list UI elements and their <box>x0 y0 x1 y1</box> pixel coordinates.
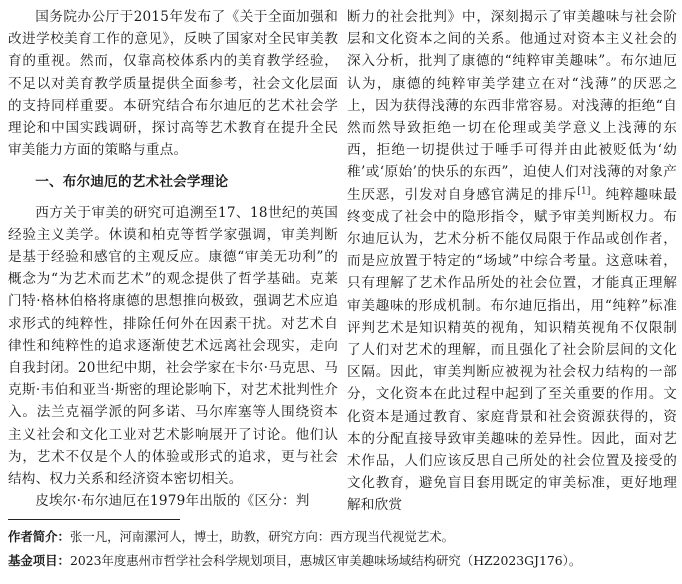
right-column <box>347 6 677 517</box>
citation-marker: [1] <box>577 186 591 197</box>
body-paragraph-2-start: 皮埃尔·布尔迪厄在1979年出版的《区分：判 <box>35 493 310 510</box>
intro-paragraph: 国务院办公厅于2015年发布了《关于全面加强和改进学校美育工作的意见》，反映了国家对全民审美教育的重视。然而，仅靠高校体系内的美育教学经验，不足以对美育教学质量提供全面参考，社会文化层面的支持同样重要。本研究结合布尔迪厄的艺术社会学理论和中国实践调研，探讨高等艺术教育在提升全民审美能力方面的策略与重点。 <box>8 9 338 159</box>
fund-label: 基金项目： <box>8 553 70 568</box>
fund-text: 2023年度惠州市哲学社会科学规划项目，惠城区审美趣味场域结构研究（HZ2023GJ176）。 <box>69 553 582 568</box>
left-column <box>8 6 338 512</box>
body-paragraph-1: 西方关于审美的研究可追溯至17、18世纪的英国经验主义美学。休谟和柏克等哲学家强调，审美判断是基于经验和感官的主观反应。康德“审美无功利”的概念为“为艺术而艺术”的观念提供了哲学基础。克莱门特·格林伯格将康德的思想推向极致，强调艺术应追求形式的纯粹性，排除任何外在因素干扰。对艺术自律性和纯粹性的追求逐渐使艺术远离社会现实，走向自我封闭。20世纪中期，社会学家在卡尔·马克思、马克斯·韦伯和亚当·斯密的理论影响下，对艺术批判性介入。法兰克福学派的阿多诺、马尔库塞等人围绕资本主义社会和文化工业对艺术影响展开了讨论。他们认为，艺术不仅是个人的体验或形式的追求，更与社会结构、权力关系和经济资本密切相关。 <box>8 204 338 488</box>
author-text: 张一凡，河南漯河人，博士，助教，研究方向：西方现当代视觉艺术。 <box>69 529 455 544</box>
paragraph-2-text-b: 。纯粹趣味最终变成了社会中的隐形指令，赋予审美判断权力。布尔迪厄认为，艺术分析不能仅局限于作品或创作者，而是应放置于特定的“场域”中综合考量。这意味着，只有理解了艺术作品所处的社会位置，才能真正理解审美趣味的形成机制。布尔迪厄指出，用“纯粹”标准评判艺术是知识精英的视角，知识精英视角不仅限制了人们对艺术的理解，而且强化了社会阶层间的文化区隔。因此，审美判断应被视为社会权力结构的一部分，文化资本在此过程中起到了至关重要的作用。文化资本是通过教育、家庭背景和社会资源获得的，资本的分配直接导致审美趣味的差异性。因此，面对艺术作品，人们应该反思自己所处的社会位置及接受的文化教育，避免盲目套用既定的审美标准，更好地理解和欣赏 <box>347 186 677 514</box>
paragraph-2-text-a: 断力的社会批判》中，深刻揭示了审美趣味与社会阶层和文化资本之间的关系。他通过对资本主义社会的深入分析，批判了康德的“纯粹审美趣味”。布尔迪厄认为，康德的纯粹审美学建立在对“浅薄”的厌恶之上，因为获得浅薄的东西非常容易。对浅薄的拒绝“自然而然导致拒绝一切在伦理或美学意义上浅薄的东西，拒绝一切提供过于唾手可得并由此被贬低为‘幼稚’或‘原始’的快乐的东西”，迫使人们对浅薄的对象产生厌恶，引发对自身感官满足的排斥 <box>347 9 677 203</box>
footnote-divider <box>8 519 180 520</box>
section-heading: 一、布尔迪厄的艺术社会学理论 <box>35 174 229 191</box>
author-label: 作者简介： <box>8 529 70 544</box>
fund-footnote <box>8 552 678 570</box>
body-paragraph-2-continued <box>347 6 677 517</box>
author-footnote <box>8 528 678 546</box>
